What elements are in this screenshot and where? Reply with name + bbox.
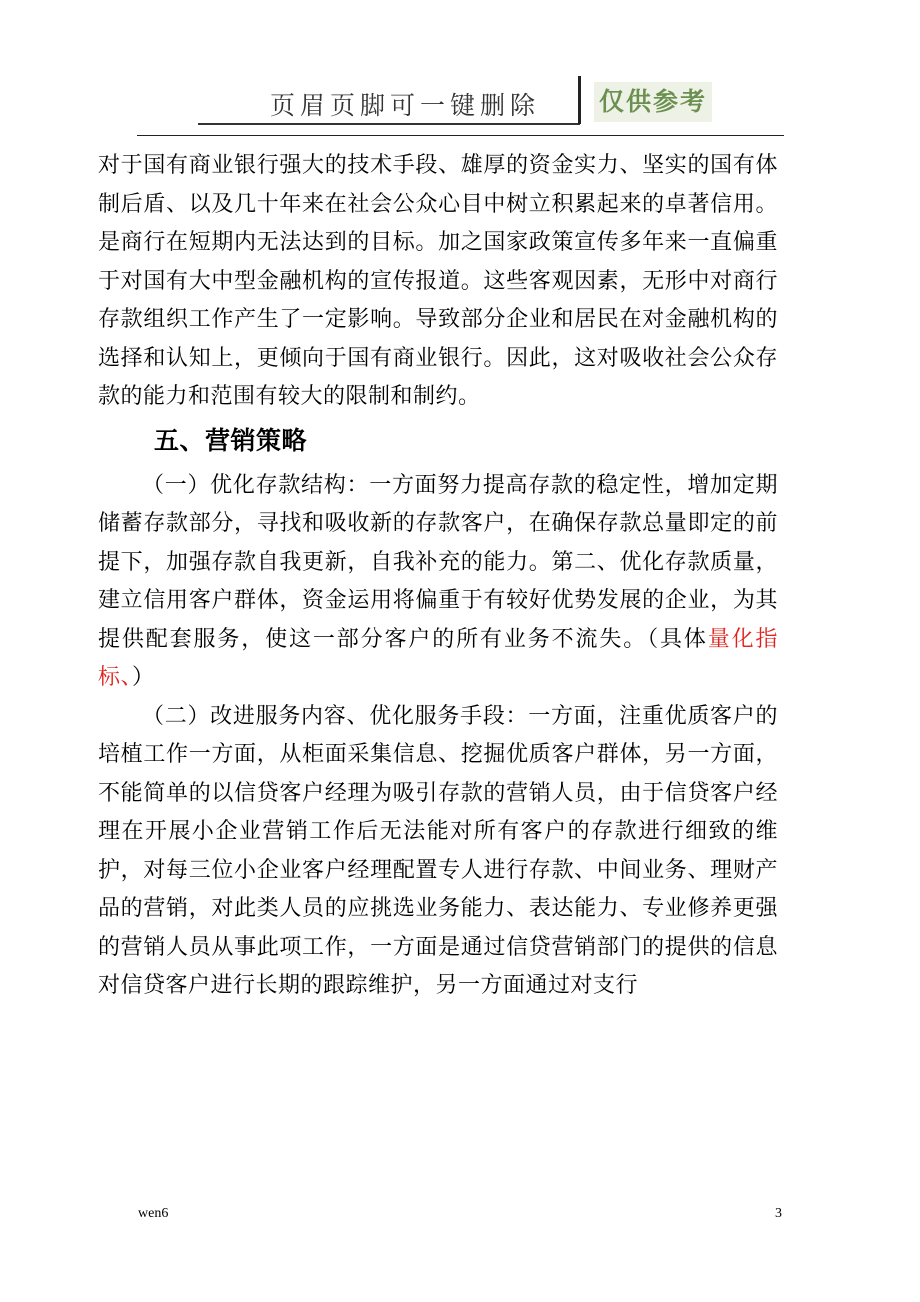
reference-only-badge: 仅供参考 [594, 82, 712, 122]
paragraph-deposit-structure [98, 467, 778, 698]
highlighted-text: 量化指标、 [98, 626, 778, 690]
header-rule [137, 135, 784, 136]
paragraph-service-improvement: （二）改进服务内容、优化服务手段：一方面，注重优质客户的培植工作一方面，从柜面采集信息、挖掘优质客户群体，另一方面，不能简单的以信贷客户经理为吸引存款的营销人员，由于信贷客户经理在开展小企业营销工作后无法能对所有客户的存款进行细致的维护，对每三位小企业客户经理配置专人进行存款、中间业务、理财产品的营销，对此类人员的应挑选业务能力、表达能力、专业修养更强的营销人员从事此项工作，一方面是通过信贷营销部门的提供的信息对信贷客户进行长期的跟踪维护，另一方面通过对支行 [98, 703, 778, 998]
paragraph-deposit-structure-end: ） [132, 665, 155, 690]
document-body [98, 147, 778, 1006]
paragraph-intro: 对于国有商业银行强大的技术手段、雄厚的资金实力、坚实的国有体制后盾、以及几十年来在社会公众心目中树立积累起来的卓著信用。是商行在短期内无法达到的目标。加之国家政策宣传多年来一直偏重于对国有大中型金融机构的宣传报道。这些客观因素，无形中对商行存款组织工作产生了一定影响。导致部分企业和居民在对金融机构的选择和认知上，更倾向于国有商业银行。因此，这对吸收社会公众存款的能力和范围有较大的限制和制约。 [98, 153, 778, 409]
paragraph-deposit-structure-text: （一）优化存款结构：一方面努力提高存款的稳定性，增加定期储蓄存款部分，寻找和吸收新的存款客户，在确保存款总量即定的前提下，加强存款自我更新，自我补充的能力。第二、优化存款质量，建立信用客户群体，资金运用将偏重于有较好优势发展的企业，为其提供配套服务，使这一部分客户的所有业务不流失。（具体 [98, 472, 778, 652]
page-number: 3 [775, 1206, 782, 1221]
header-divider [578, 76, 581, 124]
header-title: 页眉页脚可一键删除 [270, 91, 541, 120]
footer-label: wen6 [138, 1206, 169, 1221]
section-heading: 五、营销策略 [154, 425, 308, 455]
header-underline [198, 123, 580, 125]
page-header [0, 0, 920, 140]
